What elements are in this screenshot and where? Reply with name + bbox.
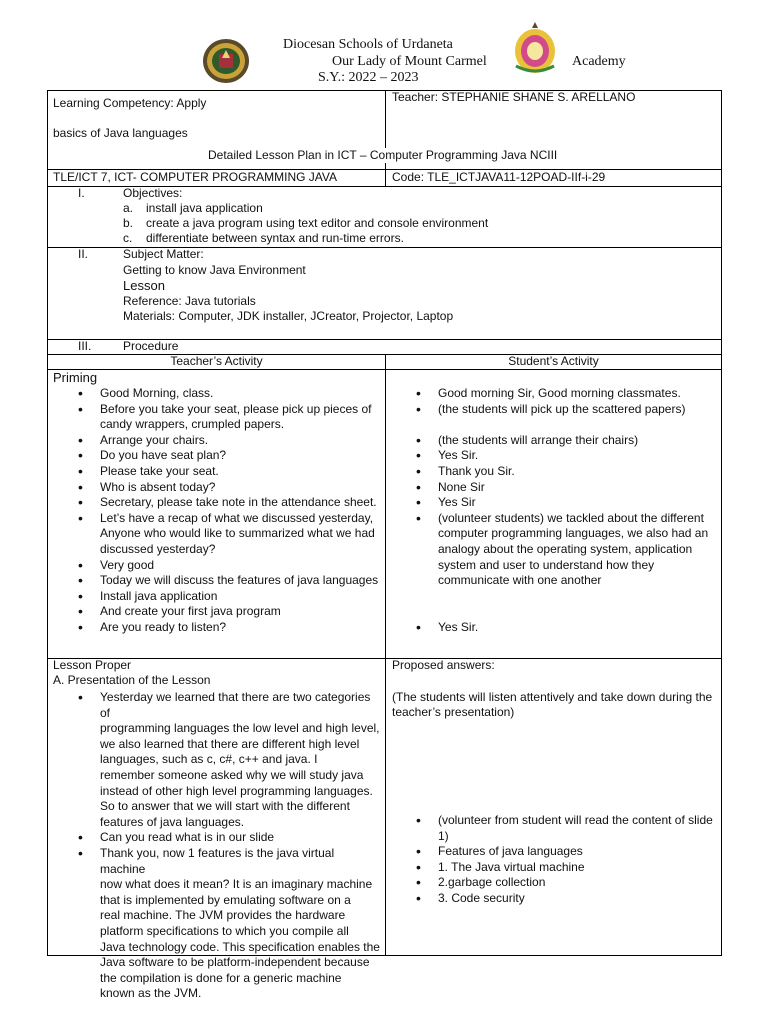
list-item: • Features of java languages xyxy=(438,844,720,860)
lesson-proper-label: Lesson Proper xyxy=(53,658,132,672)
list-item-cont: that is implemented by emulating software on a xyxy=(100,892,351,907)
course-title: TLE/ICT 7, ICT- COMPUTER PROGRAMMING JAVA xyxy=(53,170,338,184)
subject-lesson: Lesson xyxy=(123,278,165,293)
teacher-activity-header: Teacher’s Activity xyxy=(170,354,263,368)
list-item: • (volunteer students) we tackled about the different xyxy=(438,511,720,527)
lesson-student-list xyxy=(438,813,720,907)
list-item: • Thank you Sir. xyxy=(438,464,720,480)
course-code: Code: TLE_ICTJAVA11-12POAD-IIf-i-29 xyxy=(392,170,606,184)
list-item-cont: computer programming languages, we also had an xyxy=(438,526,709,541)
list-item-cont: programming languages the low level and high level, xyxy=(100,721,380,736)
list-item: • Yesterday we learned that there are two categories of xyxy=(100,690,382,721)
list-item-cont: features of java languages. xyxy=(100,814,245,829)
listen-note-line1: (The students will listen attentively and take down during the xyxy=(392,690,713,704)
list-item: • 1. The Java virtual machine xyxy=(438,860,720,876)
presentation-label: A. Presentation of the Lesson xyxy=(53,673,211,687)
list-item-cont: instead of other high level programming languages. xyxy=(100,783,373,798)
list-item-cont: analogy about the operating system, application xyxy=(438,541,693,556)
procedure-numeral: III. xyxy=(78,339,92,353)
list-item: • Secretary, please take note in the attendance sheet. xyxy=(100,495,382,511)
objective-letter-c: c. xyxy=(123,231,133,245)
list-item: • None Sir xyxy=(438,480,720,496)
list-item: • Let’s have a recap of what we discussed yesterday, xyxy=(100,511,382,527)
list-item: • 3. Code security xyxy=(438,891,720,907)
school-seal-logo xyxy=(202,38,250,84)
learning-competency: Learning Competency: Apply xyxy=(53,96,207,110)
list-item: • 2.garbage collection xyxy=(438,875,720,891)
list-item-cont: So to answer that we will start with the different xyxy=(100,799,350,814)
list-item-cont: discussed yesterday? xyxy=(100,541,216,556)
student-activity-header: Student’s Activity xyxy=(508,354,599,368)
objective-a: install java application xyxy=(146,201,263,215)
list-item: • (volunteer from student will read the content of slide xyxy=(438,813,720,829)
subject-title: Subject Matter: xyxy=(123,247,204,261)
list-item: • Yes Sir xyxy=(438,495,720,511)
list-item: • Are you ready to listen? xyxy=(100,620,382,636)
list-item-cont: remember someone asked why we will study java xyxy=(100,767,364,782)
priming-label: Priming xyxy=(53,370,98,385)
objectives-numeral: I. xyxy=(78,186,85,200)
list-item: • And create your first java program xyxy=(100,604,382,620)
list-item: • Please take your seat. xyxy=(100,464,382,480)
lesson-plan-title: Detailed Lesson Plan in ICT – Computer Programming Java NCIII xyxy=(208,148,558,162)
list-item-cont: languages, such as c, c#, c++ and java. I xyxy=(100,752,318,767)
list-item-cont: we also learned that there are different high level xyxy=(100,736,360,751)
list-item: • Today we will discuss the features of java languages xyxy=(100,573,382,589)
teacher-name: Teacher: STEPHANIE SHANE S. ARELLANO xyxy=(392,90,636,104)
learning-competency-cont: basics of Java languages xyxy=(53,126,188,140)
lesson-teacher-list xyxy=(100,690,382,1002)
list-item-cont: the compilation is done for a generic machine xyxy=(100,970,342,985)
academy-name-right: Academy xyxy=(572,54,626,69)
spacer xyxy=(438,417,720,433)
list-item: • Yes Sir. xyxy=(438,448,720,464)
list-item-cont: Java technology code. This specification enables the xyxy=(100,939,380,954)
list-item-cont: now what does it mean? It is an imaginary machine xyxy=(100,877,373,892)
school-name: Diocesan Schools of Urdaneta xyxy=(283,37,453,52)
list-item-cont: platform specifications to which you compile all xyxy=(100,923,349,938)
procedure-title: Procedure xyxy=(123,339,179,353)
list-item-cont: communicate with one another xyxy=(438,573,602,588)
subject-reference: Reference: Java tutorials xyxy=(123,294,256,308)
listen-note-line2: teacher’s presentation) xyxy=(392,705,515,719)
list-item: • Install java application xyxy=(100,589,382,605)
list-item: • Do you have seat plan? xyxy=(100,448,382,464)
list-item: • Can you read what is in our slide xyxy=(100,830,382,846)
list-item: • Good Morning, class. xyxy=(100,386,382,402)
list-item-cont: Anyone who would like to summarized what we had xyxy=(100,526,375,541)
subject-topic: Getting to know Java Environment xyxy=(123,263,306,277)
spacer xyxy=(438,604,720,620)
list-item: • Very good xyxy=(100,558,382,574)
list-item: • Yes Sir. xyxy=(438,620,720,636)
proposed-answers-label: Proposed answers: xyxy=(392,658,495,672)
list-item: • Who is absent today? xyxy=(100,480,382,496)
spacer xyxy=(438,589,720,605)
list-item: • Thank you, now 1 features is the java virtual machine xyxy=(100,846,382,877)
objective-c: differentiate between syntax and run-time errors. xyxy=(146,231,404,245)
list-item-cont: real machine. The JVM provides the hardware xyxy=(100,908,346,923)
list-item: • Arrange your chairs. xyxy=(100,433,382,449)
list-item-cont: 1) xyxy=(438,828,449,843)
list-item-cont: candy wrappers, crumpled papers. xyxy=(100,417,285,432)
objectives-title: Objectives: xyxy=(123,186,183,200)
list-item: • (the students will arrange their chairs) xyxy=(438,433,720,449)
list-item: • (the students will pick up the scattered papers) xyxy=(438,402,720,418)
priming-student-list xyxy=(438,386,720,636)
objective-letter-a: a. xyxy=(123,201,134,215)
list-item-cont: Java software to be platform-independent because xyxy=(100,955,370,970)
academy-crest-logo xyxy=(508,18,562,78)
academy-name-left: Our Lady of Mount Carmel xyxy=(332,54,487,69)
list-item-cont: system and user to understand how they xyxy=(438,557,655,572)
school-year: S.Y.: 2022 – 2023 xyxy=(318,70,419,85)
subject-numeral: II. xyxy=(78,247,89,261)
objective-letter-b: b. xyxy=(123,216,134,230)
subject-materials: Materials: Computer, JDK installer, JCreator, Projector, Laptop xyxy=(123,309,454,323)
objective-b: create a java program using text editor and console environment xyxy=(146,216,489,230)
priming-teacher-list xyxy=(100,386,382,636)
list-item: • Good morning Sir, Good morning classmates. xyxy=(438,386,720,402)
list-item: • Before you take your seat, please pick up pieces of xyxy=(100,402,382,418)
list-item-cont: known as the JVM. xyxy=(100,986,202,1001)
